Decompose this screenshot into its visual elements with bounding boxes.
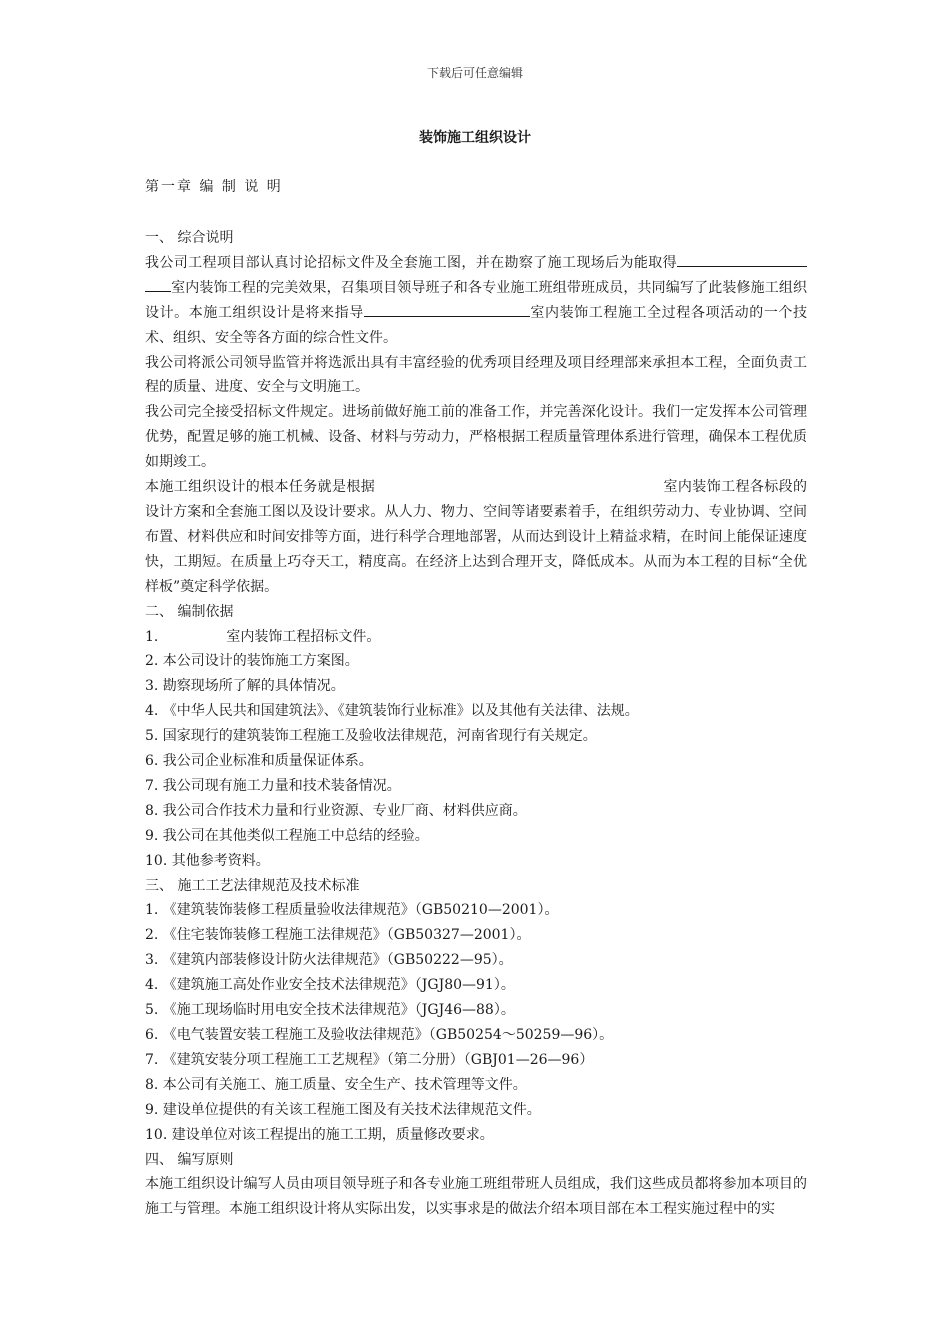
paragraph-overview <box>145 251 807 351</box>
document-body <box>145 226 807 1222</box>
list-item: 7. 我公司现有施工力量和技术装备情况。 <box>145 777 401 794</box>
list-item: 5. 《施工现场临时用电安全技术法律规范》（JGJ46—88）。 <box>145 1002 515 1019</box>
list-item: 9. 我公司在其他类似工程施工中总结的经验。 <box>145 827 429 844</box>
document-title: 装饰施工组织设计 <box>419 130 531 146</box>
list-text: 室内装饰工程招标文件。 <box>226 628 381 645</box>
section-heading-1: 一、 综合说明 <box>145 230 234 246</box>
paragraph-acceptance: 我公司完全接受招标文件规定。进场前做好施工前的准备工作，并完善深化设计。我们一定发挥本公司管理优势，配置足够的施工机械、设备、材料与劳动力，严格根据工程质量管理体系进行管理，确保本工程优质如期竣工。 <box>145 404 807 471</box>
paragraph-text: 室内装饰工程的完美效果，召集项目领导班子和各专业施工班组带班成员，共同编写了此装修施工组织设计。本施工组织设计是将来指导 <box>145 279 807 321</box>
list-item: 2. 《住宅装饰装修工程施工法律规范》（GB50327—2001）。 <box>145 927 531 944</box>
paragraph-task <box>145 475 807 600</box>
section-heading-2: 二、 编制依据 <box>145 603 234 620</box>
list-item: 4. 《建筑施工高处作业安全技术法律规范》（JGJ80—91）。 <box>145 977 515 994</box>
paragraph-principle: 本施工组织设计编写人员由项目领导班子和各专业施工班组带班人员组成，我们这些成员都将参加本项目的施工与管理。本施工组织设计将从实际出发，以实事求是的做法介绍本项目部在本工程实施过程中的实 <box>145 1176 807 1218</box>
page-header: 下载后可任意编辑 <box>426 66 523 80</box>
list-item: 4. 《中华人民共和国建筑法》、《建筑装饰行业标准》以及其他有关法律、法规。 <box>145 703 639 720</box>
list-item: 8. 本公司有关施工、施工质量、安全生产、技术管理等文件。 <box>145 1076 527 1093</box>
list-item: 6. 我公司企业标准和质量保证体系。 <box>145 753 373 770</box>
paragraph-management: 我公司将派公司领导监管并将选派出具有丰富经验的优秀项目经理及项目经理部来承担本工程，全面负责工程的质量、进度、安全与文明施工。 <box>145 354 807 396</box>
paragraph-text: 室内装饰工程施工全过程各项活动的一个技术、组织、安全等各方面的综合性文件。 <box>145 304 808 346</box>
list-number: 1. <box>145 628 159 645</box>
section-heading-4: 四、 编写原则 <box>145 1151 234 1168</box>
paragraph-text: 室内装饰工程各标段的设计方案和全套施工图以及设计要求。从人力、物力、空间等诸要素着手，在组织劳动力、专业协调、空间布置、材料供应和时间安排等方面，进行科学合理地部署，从而达到设计上精益求精，在时间上能保证速度快，工期短。在质量上巧夺天工，精度高。在经济上达到合理开支，降低成本。从而为本工程的目标“全优样板”奠定科学依据。 <box>145 479 808 595</box>
list-item: 3. 勘察现场所了解的具体情况。 <box>145 678 345 695</box>
paragraph-text: 我公司工程项目部认真讨论招标文件及全套施工图，并在勘察了施工现场后为能取得 <box>145 254 677 271</box>
list-item: 5. 国家现行的建筑装饰工程施工及验收法律规范，河南省现行有关规定。 <box>145 728 597 745</box>
list-item: 8. 我公司合作技术力量和行业资源、专业厂商、材料供应商。 <box>145 802 527 819</box>
fill-in-blank <box>364 301 530 317</box>
list-item: 2. 本公司设计的装饰施工方案图。 <box>145 653 359 670</box>
list-item: 3. 《建筑内部装修设计防火法律规范》（GB50222—95）。 <box>145 952 513 969</box>
section-heading-3: 三、 施工工艺法律规范及技术标准 <box>145 877 360 894</box>
list-item: 10. 建设单位对该工程提出的施工工期，质量修改要求。 <box>145 1126 494 1143</box>
list-item: 9. 建设单位提供的有关该工程施工图及有关技术法律规范文件。 <box>145 1101 541 1118</box>
fill-in-blank <box>145 276 171 292</box>
paragraph-text: 本施工组织设计的根本任务就是根据 <box>145 479 376 496</box>
list-item: 10. 其他参考资料。 <box>145 852 270 869</box>
list-item: 7. 《建筑安装分项工程施工工艺规程》（第二分册）（GBJ01—26—96） <box>145 1051 594 1068</box>
fill-in-blank <box>677 251 807 267</box>
list-item: 6. 《电气装置安装工程施工及验收法律规范》（GB50254～50259—96）。 <box>145 1027 614 1043</box>
chapter-heading: 第一章 编 制 说 明 <box>145 179 283 195</box>
list-item <box>145 625 807 650</box>
list-item: 1. 《建筑装饰装修工程质量验收法律规范》（GB50210—2001）。 <box>145 902 559 919</box>
